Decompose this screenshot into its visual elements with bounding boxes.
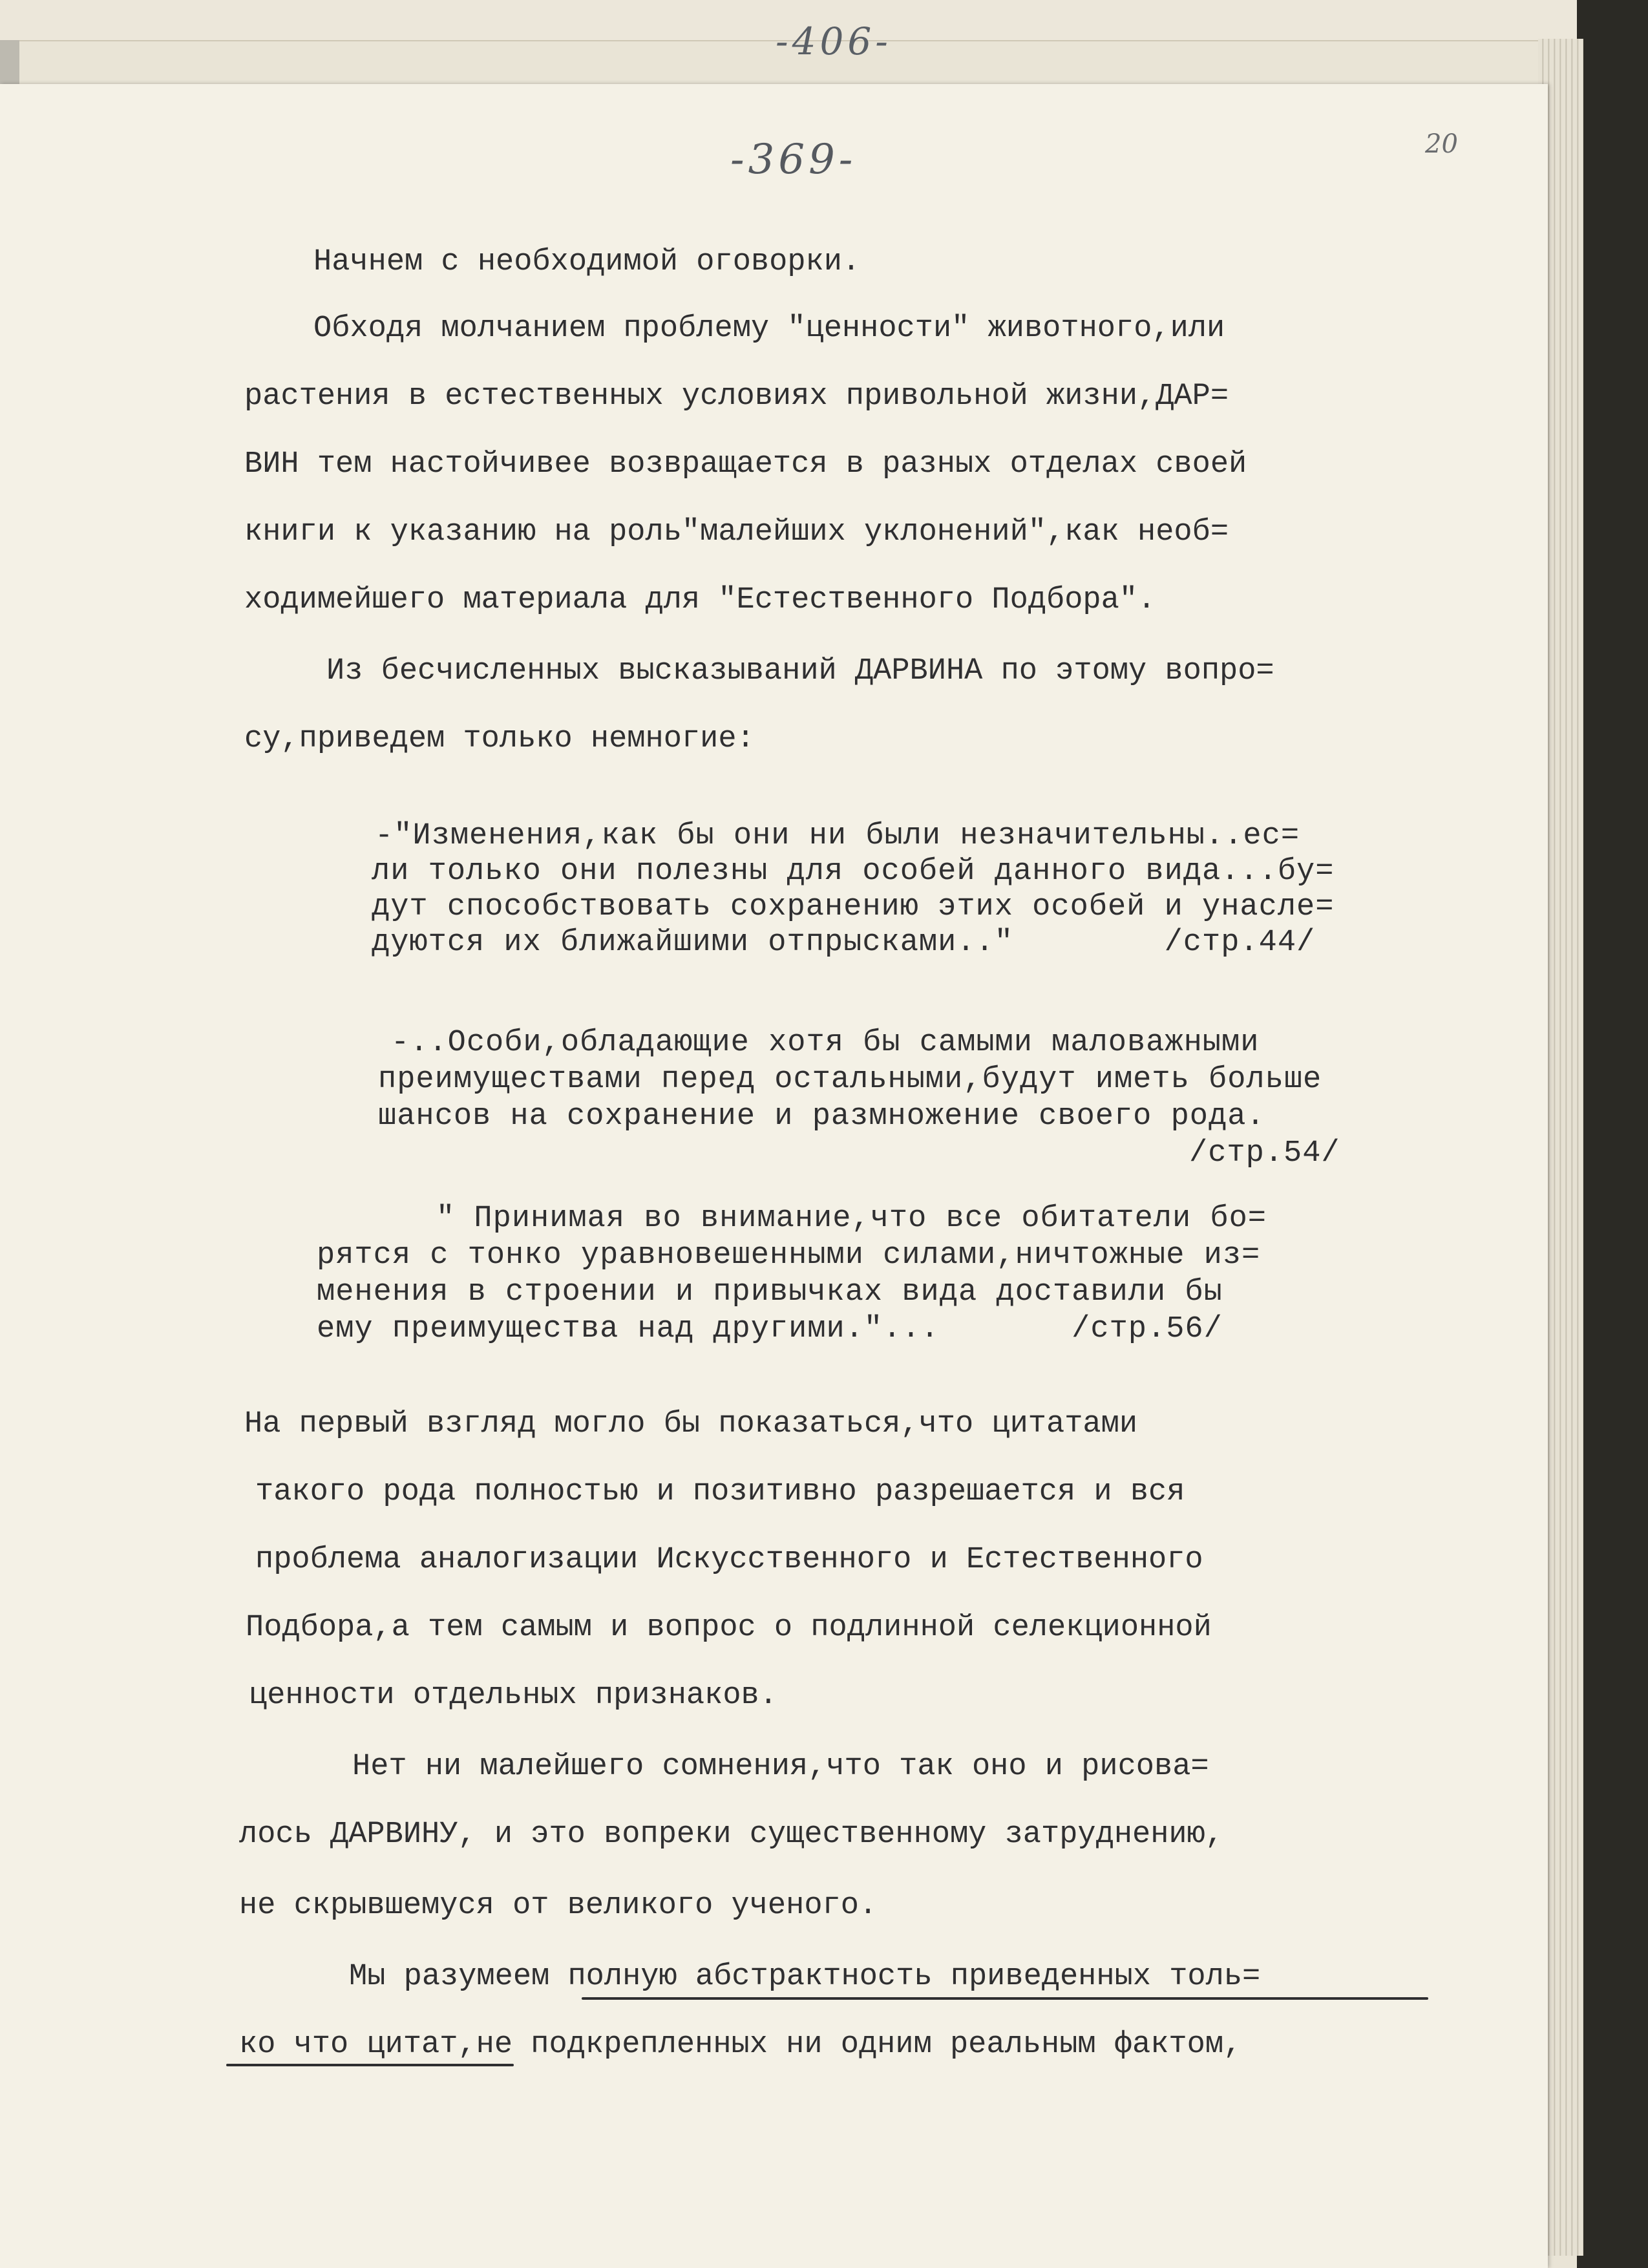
- quote-line: ли только они полезны для особей данного вида...бу=: [372, 854, 1335, 889]
- quote-line: ему преимущества над другими."... /стр.56/: [317, 1312, 1223, 1346]
- pencil-underline: [582, 1997, 1428, 2000]
- text-line: Подбора,а тем самым и вопрос о подлинной селекционной: [246, 1611, 1212, 1645]
- quote-line: шансов на сохранение и размножение своего рода.: [378, 1099, 1265, 1134]
- corner-mark: 20: [1425, 129, 1458, 159]
- text-line: На первый взгляд могло бы показаться,что цитатами: [244, 1407, 1138, 1441]
- pencil-underline: [226, 2064, 514, 2066]
- text-line: растения в естественных условиях привольной жизни,ДАР=: [244, 379, 1229, 414]
- text-line: лось ДАРВИНУ, и это вопреки существенному затруднению,: [239, 1818, 1224, 1852]
- text-line: ходимейшего материала для "Естественного Подбора".: [244, 583, 1156, 617]
- quote-line: дут способствовать сохранению этих особей и унасле=: [372, 890, 1335, 924]
- quote-line: -..Особи,обладающие хотя бы самыми маловажными: [391, 1026, 1260, 1060]
- text-line: Мы разумеем полную абстрактность приведенных толь=: [349, 1960, 1261, 1994]
- text-line: проблема аналогизации Искусственного и Естественного: [255, 1543, 1203, 1577]
- quote-line: -"Изменения,как бы они ни были незначительны..ес=: [375, 819, 1300, 853]
- text-line: такого рода полностью и позитивно разрешается и вся: [255, 1475, 1185, 1509]
- page-number: -369-: [730, 136, 857, 184]
- archive-number: -406-: [776, 19, 892, 63]
- text-line: ко что цитат,не подкрепленных ни одним реальным фактом,: [239, 2028, 1242, 2062]
- text-line: не скрывшемуся от великого ученого.: [239, 1889, 878, 1923]
- quote-citation: /стр.54/: [1189, 1136, 1340, 1171]
- text-line: книги к указанию на роль"малейших уклонений",как необ=: [244, 515, 1229, 549]
- quote-line: менения в строении и привычках вида доставили бы: [317, 1275, 1223, 1309]
- quote-line: дуются их ближайшими отпрысками.." /стр.44/: [372, 926, 1316, 960]
- text-line: Нет ни малейшего сомнения,что так оно и рисова=: [352, 1750, 1209, 1784]
- text-line: Из бесчисленных высказываний ДАРВИНА по этому вопро=: [326, 654, 1274, 688]
- text-line: ВИН тем настойчивее возвращается в разных отделах своей: [244, 447, 1247, 482]
- text-line: Начнем с необходимой оговорки.: [313, 245, 861, 279]
- quote-line: " Принимая во внимание,что все обитатели бо=: [436, 1202, 1267, 1236]
- text-line: ценности отдельных признаков.: [249, 1679, 777, 1713]
- typed-page: [0, 84, 1548, 2268]
- text-line: Обходя молчанием проблему "ценности" животного,или: [313, 312, 1225, 346]
- text-line: су,приведем только немногие:: [244, 722, 755, 756]
- quote-line: рятся с тонко уравновешенными силами,ничтожные из=: [317, 1238, 1261, 1273]
- quote-line: преимуществами перед остальными,будут иметь больше: [378, 1063, 1322, 1097]
- scan-left-band: [0, 40, 19, 84]
